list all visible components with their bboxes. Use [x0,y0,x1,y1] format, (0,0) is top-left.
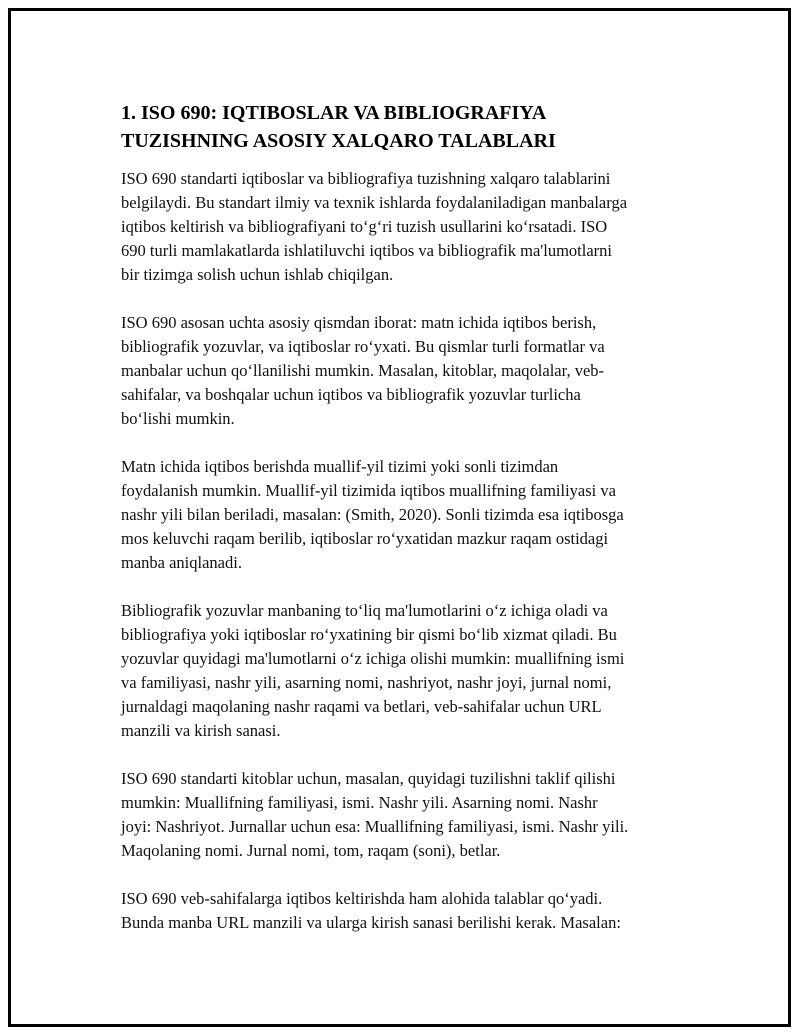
text-line: 690 turli mamlakatlarda ishlatiluvchi iqtibos va bibliografik ma'lumotlarni [121,241,612,260]
paragraph-web-pages [121,887,696,935]
text-line: belgilaydi. Bu standart ilmiy va texnik ishlarda foydalaniladigan manbalarga [121,193,628,212]
section-title [121,99,696,155]
text-line: yozuvlar quyidagi ma'lumotlarni o‘z ichiga olishi mumkin: muallifning ismi [121,649,625,668]
text-line: bibliografiya yoki iqtiboslar ro‘yxatining bir qismi bo‘lib xizmat qiladi. Bu [121,625,617,644]
text-line: bir tizimga solish uchun ishlab chiqilgan. [121,265,394,284]
section-title-line: TUZISHNING ASOSIY XALQARO TALABLARI [121,130,556,152]
text-line: mumkin: Muallifning familiyasi, ismi. Nashr yili. Asarning nomi. Nashr [121,793,598,812]
text-line: manzili va kirish sanasi. [121,721,281,740]
page-frame [8,8,791,1027]
text-line: mos keluvchi raqam berilib, iqtiboslar ro‘yxatidan mazkur raqam ostidagi [121,529,609,548]
text-line: ISO 690 standarti iqtiboslar va bibliografiya tuzishning xalqaro talablarini [121,169,611,188]
text-line: Matn ichida iqtibos berishda muallif-yil tizimi yoki sonli tizimdan [121,457,559,476]
text-line: sahifalar, va boshqalar uchun iqtibos va bibliografik yozuvlar turlicha [121,385,581,404]
text-line: manbalar uchun qo‘llanilishi mumkin. Masalan, kitoblar, maqolalar, veb- [121,361,605,380]
text-line: iqtibos keltirish va bibliografiyani to‘g‘ri tuzish usullarini ko‘rsatadi. ISO [121,217,608,236]
text-line: nashr yili bilan beriladi, masalan: (Smith, 2020). Sonli tizimda esa iqtibosga [121,505,624,524]
paragraph-bibliographic-entries [121,599,696,743]
paragraph-iso690-intro [121,167,696,287]
text-line: Bunda manba URL manzili va ularga kirish sanasi berilishi kerak. Masalan: [121,913,621,932]
text-line: Maqolaning nomi. Jurnal nomi, tom, raqam (soni), betlar. [121,841,501,860]
text-line: manba aniqlanadi. [121,553,242,572]
text-line: foydalanish mumkin. Muallif-yil tizimida iqtibos muallifning familiyasi va [121,481,616,500]
text-line: bo‘lishi mumkin. [121,409,235,428]
text-line: ISO 690 veb-sahifalarga iqtibos keltirishda ham alohida talablar qo‘yadi. [121,889,603,908]
paragraph-in-text-citation [121,455,696,575]
text-line: jurnaldagi maqolaning nashr raqami va betlari, veb-sahifalar uchun URL [121,697,602,716]
text-line: bibliografik yozuvlar, va iqtiboslar ro‘yxati. Bu qismlar turli formatlar va [121,337,605,356]
paragraph-three-parts [121,311,696,431]
text-line: ISO 690 standarti kitoblar uchun, masalan, quyidagi tuzilishni taklif qilishi [121,769,616,788]
text-line: joyi: Nashriyot. Jurnallar uchun esa: Muallifning familiyasi, ismi. Nashr yili. [121,817,629,836]
text-line: ISO 690 asosan uchta asosiy qismdan iborat: matn ichida iqtibos berish, [121,313,597,332]
document-body [121,99,696,959]
text-line: Bibliografik yozuvlar manbaning to‘liq ma'lumotlarini o‘z ichiga oladi va [121,601,608,620]
section-title-line: 1. ISO 690: IQTIBOSLAR VA BIBLIOGRAFIYA [121,102,547,124]
text-line: va familiyasi, nashr yili, asarning nomi, nashriyot, nashr joyi, jurnal nomi, [121,673,612,692]
paragraph-book-structure [121,767,696,863]
